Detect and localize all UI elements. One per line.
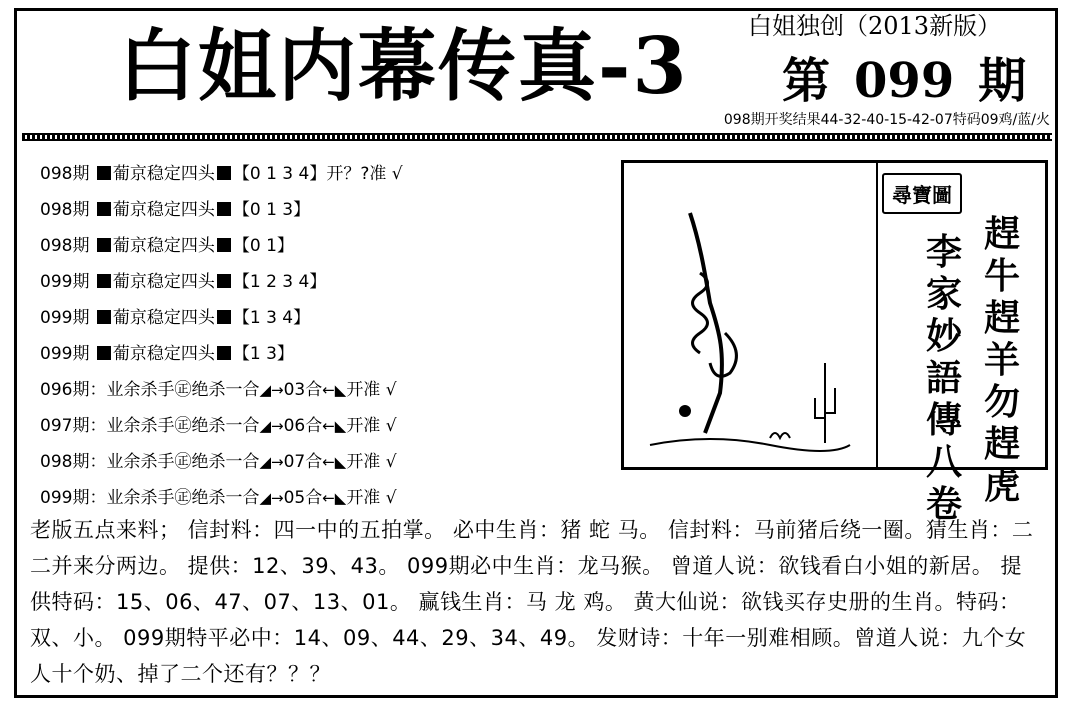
- pred-label: 葡京稳定四头: [112, 200, 215, 220]
- period: 099期: [40, 308, 90, 328]
- period: 098期：: [40, 452, 107, 472]
- edition-label: 白姐独创（2013新版）: [748, 12, 1002, 40]
- arrow-right-icon: ◢→: [259, 417, 284, 435]
- page-title: 白姐内幕传真-3: [118, 21, 689, 112]
- kill-result: 07合: [283, 452, 323, 472]
- kill-status: 开准 √: [346, 416, 397, 436]
- poem-column-1: 趕牛趕羊勿趕虎: [983, 213, 1020, 507]
- list-item: [40, 444, 403, 480]
- pred-numbers: 【0 1 3】: [232, 200, 311, 220]
- issue-prefix: 第: [782, 53, 831, 109]
- arrow-left-icon: ←◣: [322, 453, 347, 471]
- period: 097期：: [40, 416, 107, 436]
- pred-status: 开？?准 √: [326, 164, 403, 184]
- list-item: [40, 336, 403, 372]
- period: 098期: [40, 200, 90, 220]
- pred-numbers: 【1 3 4】: [232, 308, 311, 328]
- pred-label: 葡京稳定四头: [112, 272, 215, 292]
- arrow-left-icon: ←◣: [322, 381, 347, 399]
- kill-status: 开准 √: [346, 488, 397, 508]
- prediction-list: [40, 156, 403, 516]
- divider-rule: [22, 133, 1052, 141]
- list-item: [40, 192, 403, 228]
- kill-text: 业余杀手㊣绝杀一合: [106, 380, 260, 400]
- pred-numbers: 【1 3】: [232, 344, 294, 364]
- arrow-left-icon: ←◣: [322, 489, 347, 507]
- arrow-left-icon: ←◣: [322, 417, 347, 435]
- list-item: [40, 228, 403, 264]
- list-item: [40, 372, 403, 408]
- body-text: 老版五点来料； 信封料：四一中的五拍掌。 必中生肖：猪 蛇 马。 信封料：马前猪后绕一圈。猜生肖：二二并来分两边。 提供：12、39、43。 099期必中生肖：龙马猴。 曾道人说：欲钱看白小姐的新居。 提供特码：15、06、47、07、13、01。 赢钱生肖：马 龙 鸡。 黄大仙说：欲钱买存史册的生肖。特码：双、小。 099期特平必中：14、09、44、29、34、49。 发财诗：十年一别难相顾。曾道人说：九个女人十个奶、掉了二个还有？？？: [30, 518, 1034, 686]
- period: 099期: [40, 272, 90, 292]
- list-item: [40, 480, 403, 516]
- snake-sketch-image: [630, 183, 870, 463]
- draw-result: 098期开奖结果44-32-40-15-42-07特码09鸡/蓝/火: [723, 112, 1050, 128]
- issue-value: 099: [854, 53, 955, 109]
- kill-text: 业余杀手㊣绝杀一合: [106, 416, 260, 436]
- arrow-right-icon: ◢→: [259, 381, 284, 399]
- kill-text: 业余杀手㊣绝杀一合: [106, 452, 260, 472]
- pred-numbers: 【0 1】: [232, 236, 294, 256]
- issue-suffix: 期: [978, 53, 1027, 109]
- poem-column-2: 李家妙語傳八卷: [925, 231, 962, 525]
- pred-label: 葡京稳定四头: [112, 164, 215, 184]
- period: 096期：: [40, 380, 107, 400]
- list-item: [40, 156, 403, 192]
- kill-status: 开准 √: [346, 452, 397, 472]
- period: 099期：: [40, 488, 107, 508]
- kill-result: 03合: [283, 380, 323, 400]
- kill-result: 06合: [283, 416, 323, 436]
- kill-result: 05合: [283, 488, 323, 508]
- box-divider: [876, 163, 878, 467]
- issue-number: [782, 53, 1027, 109]
- kill-text: 业余杀手㊣绝杀一合: [106, 488, 260, 508]
- arrow-right-icon: ◢→: [259, 489, 284, 507]
- treasure-stamp: 尋寶圖: [882, 173, 962, 214]
- pred-label: 葡京稳定四头: [112, 308, 215, 328]
- list-item: [40, 264, 403, 300]
- arrow-right-icon: ◢→: [259, 453, 284, 471]
- period: 098期: [40, 236, 90, 256]
- kill-status: 开准 √: [346, 380, 397, 400]
- treasure-map-box: [621, 160, 1048, 525]
- list-item: [40, 408, 403, 444]
- pred-numbers: 【0 1 3 4】: [232, 164, 327, 184]
- period: 098期: [40, 164, 90, 184]
- pred-numbers: 【1 2 3 4】: [232, 272, 327, 292]
- pred-label: 葡京稳定四头: [112, 344, 215, 364]
- pred-label: 葡京稳定四头: [112, 236, 215, 256]
- list-item: [40, 300, 403, 336]
- period: 099期: [40, 344, 90, 364]
